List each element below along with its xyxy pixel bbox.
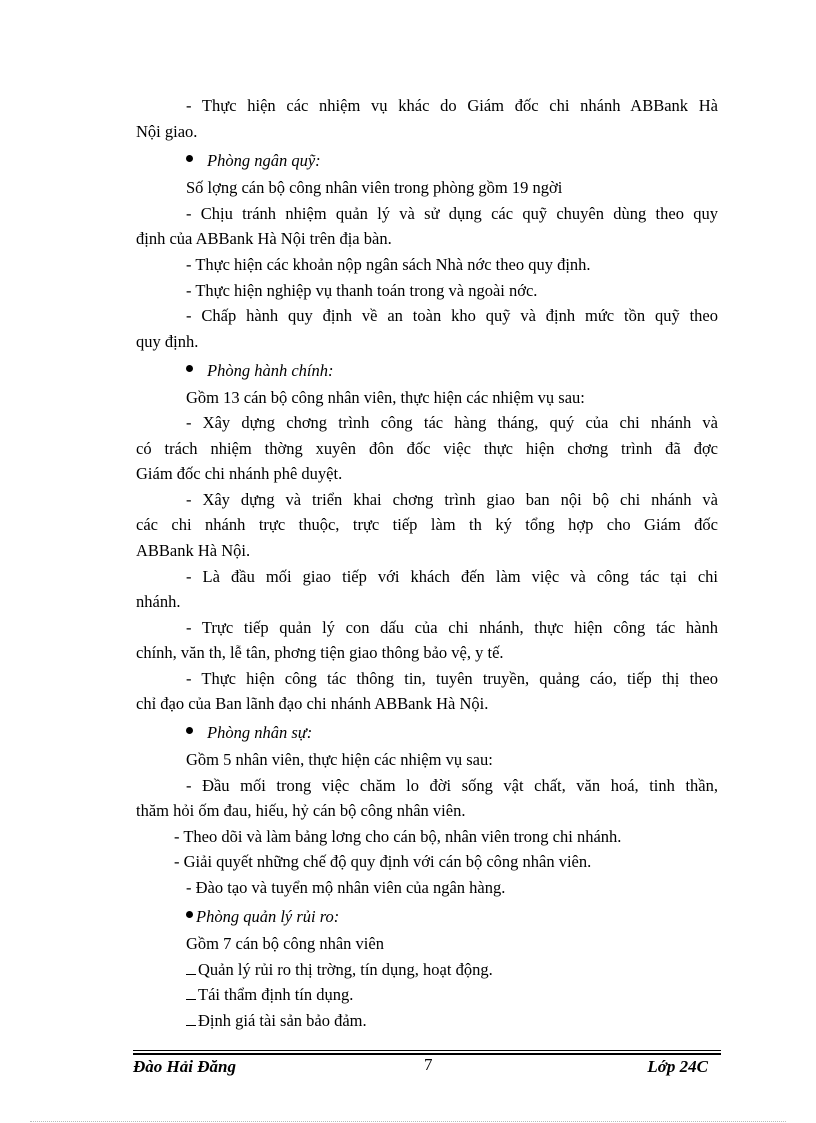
footer-author: Đào Hải Đăng bbox=[133, 1057, 236, 1076]
text-line: Giám đốc chi nhánh phê duyệt. bbox=[136, 464, 343, 483]
dash-marker bbox=[186, 962, 196, 975]
text-line: quy định. bbox=[136, 332, 199, 351]
dash-marker bbox=[186, 1013, 196, 1026]
list-item: Định giá tài sản bảo đảm. bbox=[186, 1011, 718, 1031]
page-edge bbox=[30, 1121, 786, 1122]
text-line: - Giải quyết những chế độ quy định với cán bộ công nhân viên. bbox=[174, 852, 592, 871]
text-line: định của ABBank Hà Nội trên địa bàn. bbox=[136, 229, 392, 248]
text-line: Gồm 13 cán bộ công nhân viên, thực hiện các nhiệm vụ sau: bbox=[186, 388, 585, 407]
text-line: - Thực hiện nghiệp vụ thanh toán trong và ngoài nớc. bbox=[186, 281, 538, 300]
bullet-icon bbox=[186, 727, 193, 734]
footer-rule bbox=[133, 1050, 721, 1051]
text-line: - Theo dõi và làm bảng lơng cho cán bộ, nhân viên trong chi nhánh. bbox=[174, 827, 622, 846]
text-line: - Xây dựng và triển khai chơng trình giao ban nội bộ chi nhánh và bbox=[186, 490, 718, 509]
list-item: Quản lý rủi ro thị trờng, tín dụng, hoạt động. bbox=[186, 960, 718, 980]
dash-marker bbox=[186, 987, 196, 1000]
text-line: Gồm 5 nhân viên, thực hiện các nhiệm vụ sau: bbox=[186, 750, 493, 769]
page-number: 7 bbox=[424, 1055, 433, 1074]
text-line: chỉ đạo của Ban lãnh đạo chi nhánh ABBank Hà Nội. bbox=[136, 694, 489, 713]
text-line: - Đầu mối trong việc chăm lo đời sống vật chất, văn hoá, tinh thần, bbox=[186, 776, 718, 795]
text-line: có trách nhiệm thờng xuyên đôn đốc việc thực hiện chơng trình đã đợc bbox=[136, 439, 718, 458]
text-line: Nội giao. bbox=[136, 122, 198, 141]
text-line: - Xây dựng chơng trình công tác hàng tháng, quý của chi nhánh và bbox=[186, 413, 718, 432]
footer-class: Lớp 24C bbox=[647, 1057, 708, 1076]
bullet-icon bbox=[186, 365, 193, 372]
text-line: chính, văn th, lễ tân, phơng tiện giao thông bảo vệ, y tế. bbox=[136, 643, 504, 662]
section-heading-nhan-su: Phòng nhân sự: bbox=[186, 723, 312, 743]
text-line: - Trực tiếp quản lý con dấu của chi nhánh, thực hiện công tác hành bbox=[186, 618, 718, 637]
text-line: các chi nhánh trực thuộc, trực tiếp làm th ký tổng hợp cho Giám đốc bbox=[136, 515, 718, 534]
text-line: - Thực hiện các khoản nộp ngân sách Nhà nớc theo quy định. bbox=[186, 255, 591, 274]
section-heading-rui-ro: Phòng quản lý rủi ro: bbox=[186, 907, 339, 927]
text-line: - Chịu tránh nhiệm quản lý và sử dụng các quỹ chuyên dùng theo quy bbox=[186, 204, 718, 223]
text-line: Gồm 7 cán bộ công nhân viên bbox=[186, 934, 384, 953]
text-line: - Chấp hành quy định về an toàn kho quỹ và định mức tồn quỹ theo bbox=[186, 306, 718, 325]
text-line: - Là đầu mối giao tiếp với khách đến làm việc và công tác tại chi bbox=[186, 567, 718, 586]
bullet-icon bbox=[186, 911, 193, 918]
bullet-icon bbox=[186, 155, 193, 162]
text-line: - Thực hiện công tác thông tin, tuyên truyền, quảng cáo, tiếp thị theo bbox=[186, 669, 718, 688]
section-heading-hanh-chinh: Phòng hành chính: bbox=[186, 361, 333, 381]
section-heading-ngan-quy: Phòng ngân quỹ: bbox=[186, 151, 321, 171]
text-line: thăm hỏi ốm đau, hiếu, hỷ cán bộ công nhân viên. bbox=[136, 801, 466, 820]
text-line: ABBank Hà Nội. bbox=[136, 541, 251, 560]
text-line: - Thực hiện các nhiệm vụ khác do Giám đốc chi nhánh ABBank Hà bbox=[186, 96, 718, 115]
text-line: - Đào tạo và tuyển mộ nhân viên của ngân hàng. bbox=[186, 878, 506, 897]
text-line: nhánh. bbox=[136, 592, 181, 611]
list-item: Tái thẩm định tín dụng. bbox=[186, 985, 718, 1005]
text-line: Số lợng cán bộ công nhân viên trong phòng gồm 19 ngời bbox=[186, 178, 563, 197]
